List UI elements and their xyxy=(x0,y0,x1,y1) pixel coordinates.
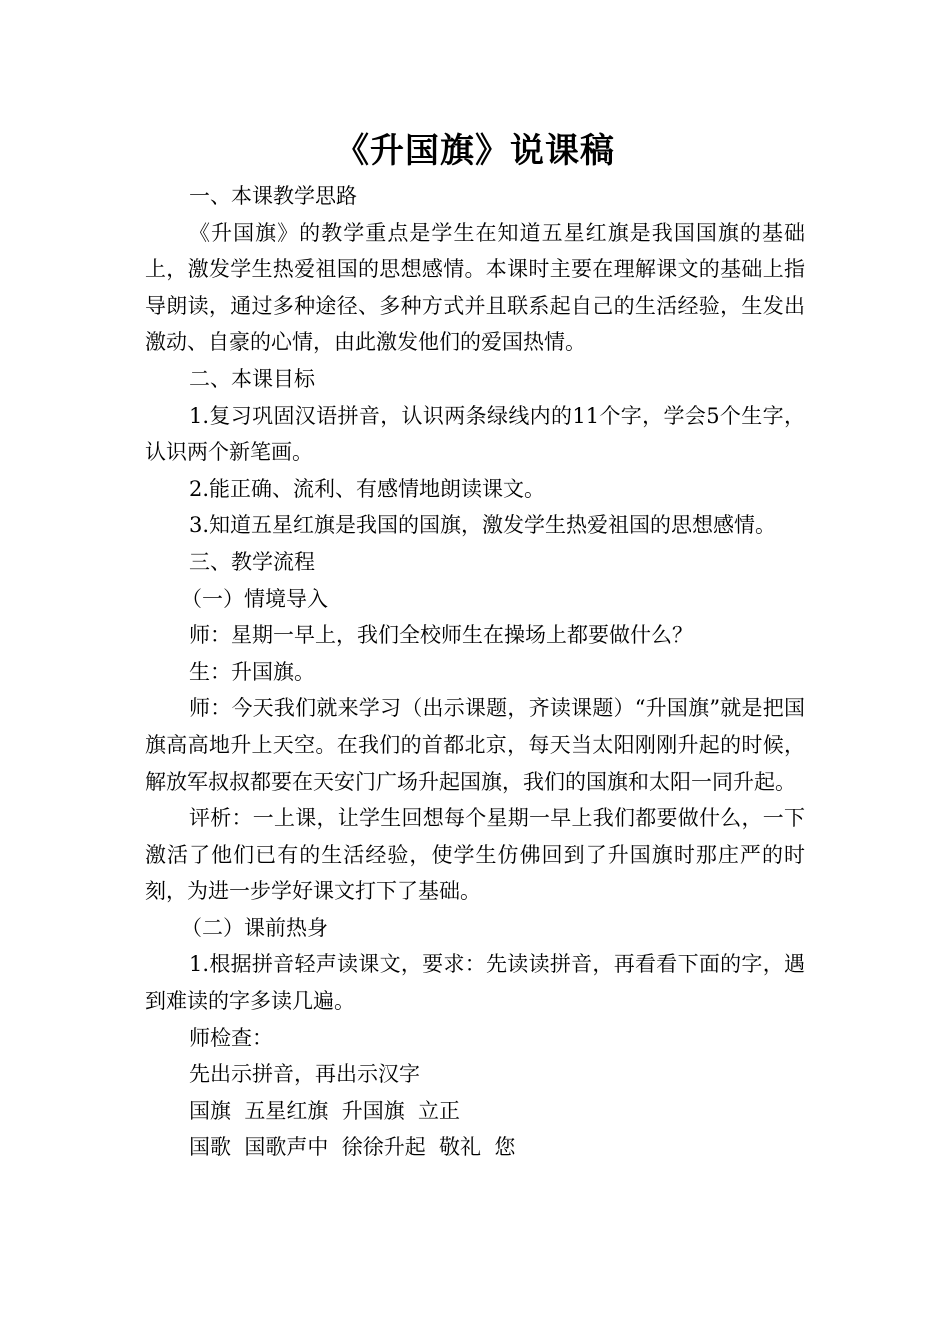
goal-item-3: 3.知道五星红旗是我国的国旗，激发学生热爱祖国的思想感情。 xyxy=(189,513,777,538)
section-heading-2: 二、本课目标 xyxy=(189,366,315,391)
document-title: 《升国旗》说课稿 xyxy=(335,131,615,171)
word-list-line-1: 国旗 五星红旗 升国旗 立正 xyxy=(189,1098,461,1123)
goal-item-2: 2.能正确、流利、有感情地朗读课文。 xyxy=(189,476,546,501)
subsection-heading-1: （一）情境导入 xyxy=(181,586,328,611)
paragraph-teaching-idea: 《升国旗》的教学重点是学生在知道五星红旗是我国国旗的基础上，激发学生热爱祖国的思想感情。本课时主要在理解课文的基础上指导朗读，通过多种途径、多种方式并且联系起自己的生活经验，生发出激动、自豪的心情，由此激发他们的爱国热情。 xyxy=(145,220,805,355)
teacher-check-label: 师检查： xyxy=(189,1025,273,1050)
section-heading-1: 一、本课教学思路 xyxy=(189,184,357,208)
subsection-heading-2: （二）课前热身 xyxy=(181,915,328,940)
dialogue-teacher-1: 师：星期一早上，我们全校师生在操场上都要做什么？ xyxy=(189,623,693,648)
dialogue-student-1: 生：升国旗。 xyxy=(189,659,315,684)
word-list-line-2: 国歌 国歌声中 徐徐升起 敬礼 您 xyxy=(189,1135,516,1160)
goal-item-1: 1.复习巩固汉语拼音，认识两条绿线内的11个字，学会5个生字，认识两个新笔画。 xyxy=(145,403,805,465)
dialogue-teacher-2: 师：今天我们就来学习（出示课题，齐读课题）“升国旗”就是把国旗高高地升上天空。在我们的首都北京，每天当太阳刚刚升起的时候，解放军叔叔都要在天安门广场升起国旗，我们的国旗和太阳一同升起。 xyxy=(145,696,805,794)
document-page xyxy=(145,128,805,1166)
warmup-item-1: 1.根据拼音轻声读课文，要求：先读读拼音，再看看下面的字，遇到难读的字多读几遍。 xyxy=(145,952,805,1014)
instruction-line: 先出示拼音，再出示汉字 xyxy=(189,1062,420,1087)
paragraph-commentary: 评析：一上课，让学生回想每个星期一早上我们都要做什么，一下激活了他们已有的生活经验，使学生仿佛回到了升国旗时那庄严的时刻，为进一步学好课文打下了基础。 xyxy=(145,806,805,904)
section-heading-3: 三、教学流程 xyxy=(189,549,315,574)
